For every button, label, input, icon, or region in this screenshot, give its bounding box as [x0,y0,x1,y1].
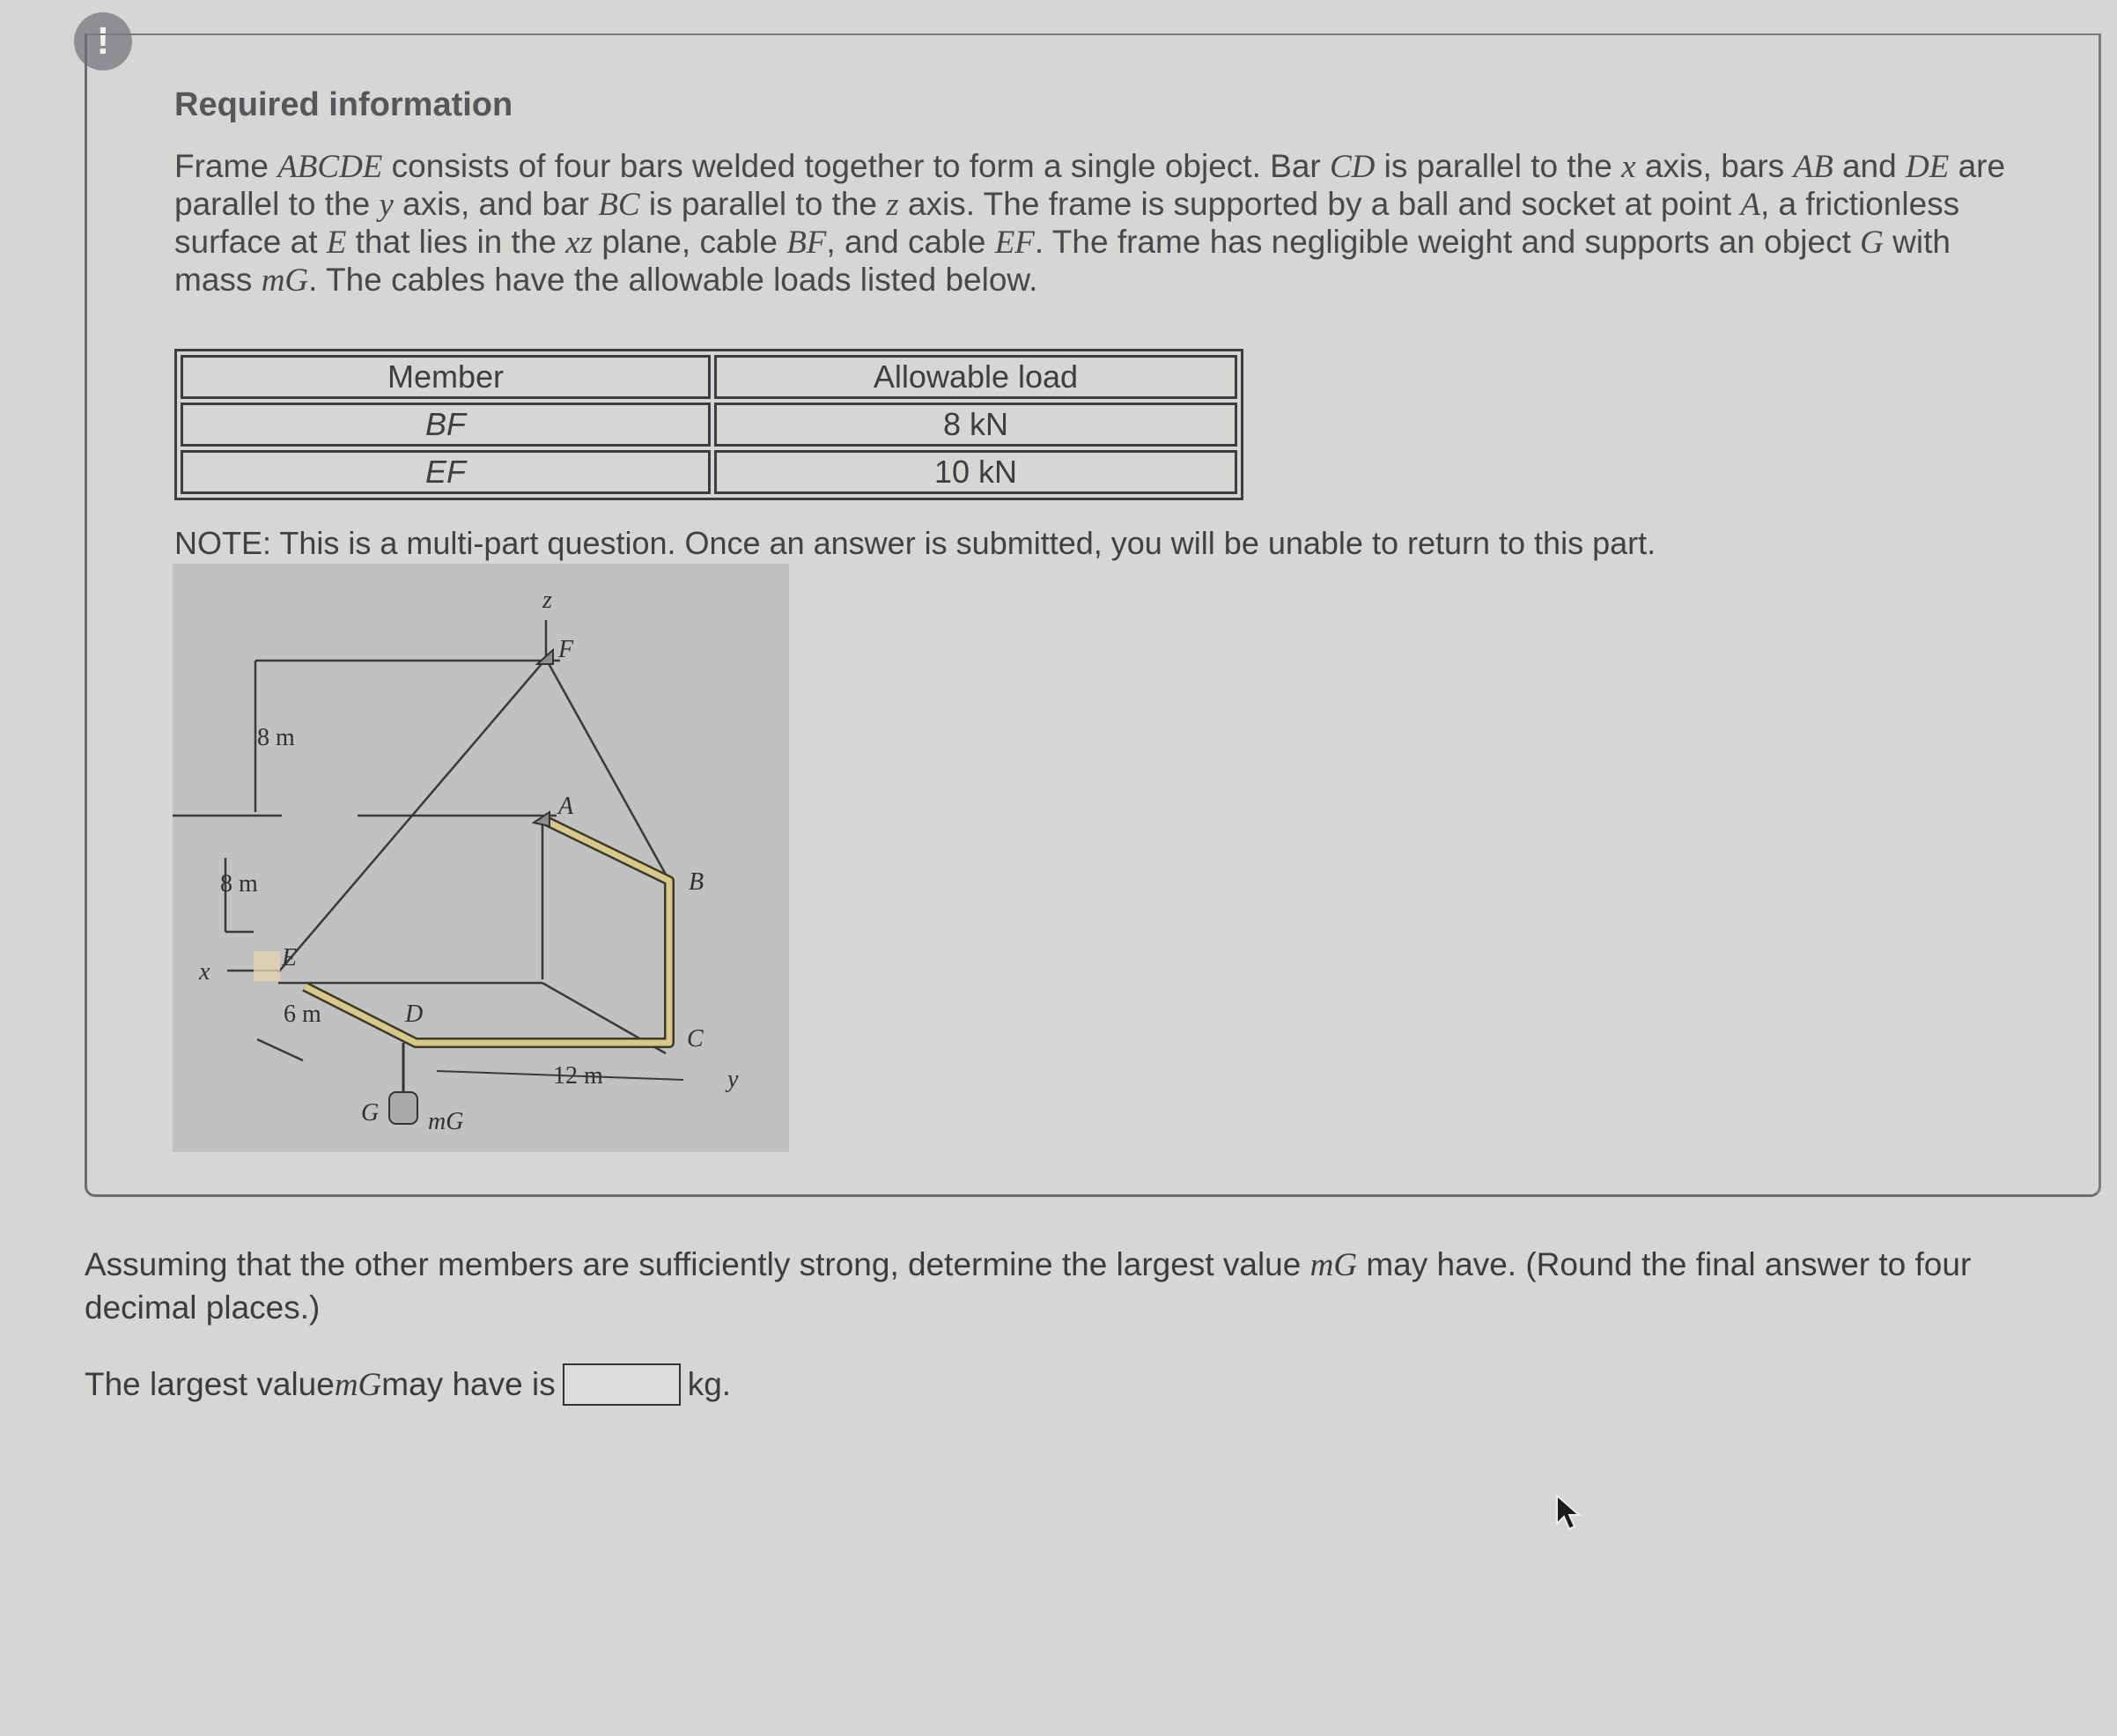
table-header-member: Member [181,355,711,399]
table-cell-member: EF [181,450,711,494]
label-d: D [405,1001,424,1028]
label-f: F [558,636,574,663]
label-dim-6m: 6 m [284,1001,321,1028]
table-header-load: Allowable load [714,355,1237,399]
answer-unit: kg. [687,1366,732,1402]
table-row [181,403,1237,447]
label-z: z [542,587,552,614]
table-cell-member: BF [181,403,711,447]
alert-icon: ! [74,12,132,70]
label-e: E [282,944,298,971]
answer-input[interactable] [563,1363,681,1406]
label-c: C [687,1025,704,1053]
multi-part-note: NOTE: This is a multi-part question. Once an answer is submitted, you will be unable to return to this part. [174,525,1656,561]
table-cell-load: 8 kN [714,403,1237,447]
frame-diagram [173,564,789,1152]
table-cell-load: 10 kN [714,450,1237,494]
label-mg: mG [428,1108,464,1135]
mass-g-icon [389,1092,417,1124]
allowable-load-table [174,349,1243,500]
mouse-pointer-icon [1555,1494,1582,1533]
table-header-row [181,355,1237,399]
label-dim-8m-top: 8 m [257,724,295,751]
label-a: A [558,793,574,820]
label-x: x [199,958,210,986]
label-g: G [361,1099,380,1127]
answer-symbol: mG [334,1366,382,1403]
answer-line [85,1363,731,1406]
label-y: y [727,1066,739,1093]
dim-6m-line [257,1039,303,1060]
label-dim-8m-left: 8 m [220,870,258,898]
support-a-icon [534,812,550,826]
required-info-heading: Required information [174,86,513,123]
question-text: Assuming that the other members are sufficiently strong, determine the largest value mG may have. (Round the final answer to four decimal places.) [85,1246,1972,1326]
label-dim-12m: 12 m [553,1062,603,1090]
label-b: B [689,868,704,896]
answer-prefix: The largest value [85,1366,335,1402]
problem-statement: Frame ABCDE consists of four bars welded together to form a single object. Bar CD is parallel to the x axis, bars AB and DE are parallel to the y axis, and bar BC is parallel to the z axis. The frame is supported by a ball and socket at point A, a frictionless surface at E that lies in the xz plane, cable BF, and cable EF. The frame has negligible weight and supports an object G with mass mG. The cables have the allowable loads listed below. [174,148,2006,299]
answer-middle: may have is [381,1366,556,1402]
table-row [181,450,1237,494]
surface-e [254,951,280,981]
